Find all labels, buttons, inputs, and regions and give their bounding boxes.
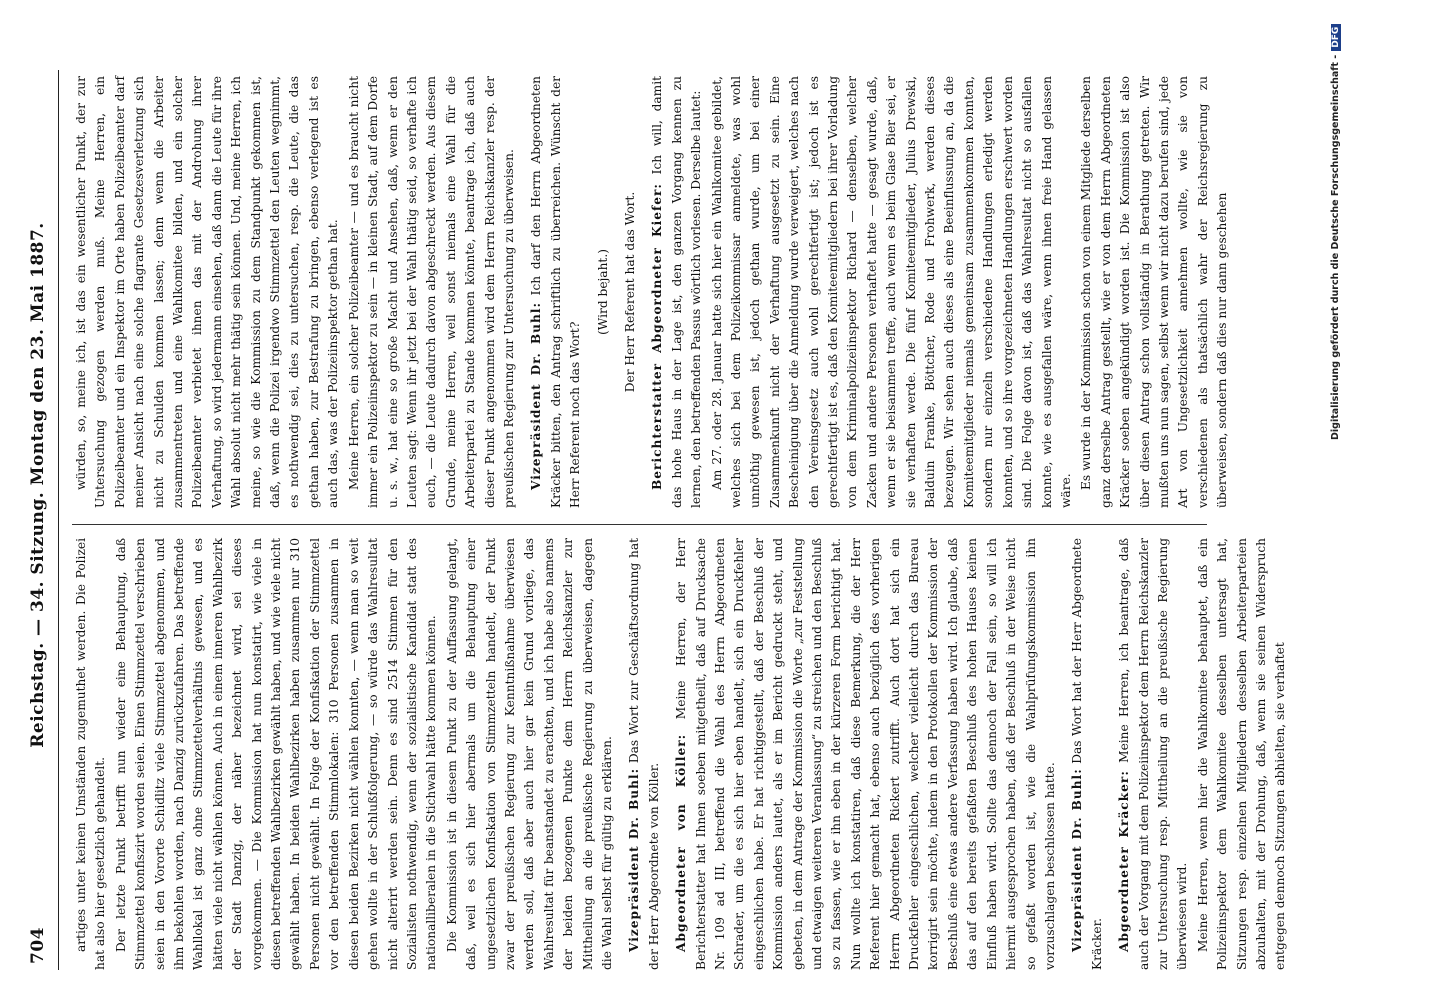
paragraph: Meine Herren, ein solcher Polizeibeamter — und es braucht nicht immer ein Polizeiinspektor zu sein — in kleinen Stadt, auf dem Dorfe u. s. w., hat eine so große Macht und Ansehen, daß, wenn er den Leuten sagt: Wenn ihr jetzt bei der Wahl thätig seid, so verhafte ich euch, — die Leute dadurch davon abgeschreckt werden. Aus diesem Grunde, meine Herren, weil sonst niemals eine Wahl für die Arbeiterpartei zu Stande kommen könnte, beantrage ich, daß auch dieser Punkt angenommen wird dem Herrn Reichskanzler resp. der preußischen Regierung zur Untersuchung zu überweisen. <box>346 76 516 508</box>
page-header <box>18 70 59 970</box>
page-number: 704 <box>28 927 48 964</box>
speaker-text: Das Wort zur Geschäftsordnung hat der Herr Abgeordnete von Köller. <box>627 538 661 970</box>
paragraph: Die Kommission ist in diesem Punkt zu der Auffassung gelangt, daß, weil es sich hier abermals um die Behauptung einer ungesetzlichen Konfiskation von Stimmzetteln handelt, der Punkt zwar der preußischen Regierung zur Kenntnißnahme überwiesen werden soll, daß aber auch hier gar kein Grund vorliege, das Wahlresultat für beanstandet zu erachten, und ich habe also namens der beiden bezogenen Punkte dem Herrn Reichskanzler zur Mittheilung an die preußische Regierung zu überweisen, dagegen die Wahl selbst für gültig zu erklären. <box>444 538 614 970</box>
digitization-credit <box>1330 0 1341 440</box>
paragraph: artiges unter keinen Umständen zugemuthet werden. Die Polizei hat also hier gesetzlich gehandelt. <box>74 538 108 970</box>
column-divider <box>72 524 1207 525</box>
speaker-text: Ich darf den Herrn Abgeordneten Kräcker bitten, den Antrag schriftlich zu überreichen. Wünscht der Herr Referent noch das Wort? <box>529 75 583 508</box>
speaker-label: Abgeordneter Kräcker: <box>1117 770 1132 952</box>
speaker-entry <box>672 538 1060 970</box>
speaker-text: Ich will, damit das hohe Haus in der Lage ist, den ganzen Vorgang kennen zu lernen, den betreffenden Passus wörtlich vorlesen. Derselbe lautet: <box>650 75 704 508</box>
right-column <box>72 75 1230 508</box>
parenthetical-note: (Wird bejaht.) <box>595 249 610 335</box>
speaker-text: Das Wort hat der Herr Abgeordnete Kräcker. <box>1070 538 1104 970</box>
speaker-entry <box>648 76 706 508</box>
credit-text: Digitalisierung gefördert durch die Deutsche Forschungsgemeinschaft - <box>1330 54 1341 440</box>
speaker-entry <box>1115 538 1193 970</box>
speaker-label: Abgeordneter von Köller: <box>674 733 689 952</box>
paragraph: würden, so, meine ich, ist das ein wesentlicher Punkt, der zur Untersuchung gezogen werden muß. Meine Herren, ein Polizeibeamter und ein Inspektor im Orte haben Polizeibeamter darf meiner Ansicht nach eine solche flagrante Gesetzesverletzung sich nicht zu Schulden kommen lassen; denn wenn die Arbeiter zusammentreten und eine Wahlkomitee bilden, und ein solcher Polizeibeamter verbietet ihnen das mit der Androhung ihrer Verhaftung, so wird jedermann einsehen, daß dann die Leute für ihre Wahl absolut nicht mehr thätig sein können. Und, meine Herren, ich meine, so wie die Kommission zu dem Standpunkt gekommen ist, daß, wenn die Polizei irgendwo Stimmzettel den Leuten wegnimmt, es nothwendig sei, dies zu untersuchen, resp. die Leute, die das gethan haben, zur Bestrafung zu bringen, ebenso verlegend ist es auch das, was der Polizeiinspektor gethan hat. <box>74 76 341 508</box>
speaker-entry <box>1068 538 1107 970</box>
speaker-text: Meine Herren, der Herr Berichterstatter hat Ihnen soeben mitgetheilt, daß auf Drucksache Nr. 109 ad III, betreffend die Wahl des Herrn Abgeordneten Schrader, um die es sich hier eben handelt, sich ein Druckfehler eingeschlichen habe. Er hat richtiggestellt, daß der Beschluß der Kommission anders lautet, als er im Bericht gedruckt steht, und gebeten, in dem Antrage der Kommission die Worte „zur Feststellung und etwaigen weiteren Veranlassung“ zu streichen und den Beschluß so zu fassen, wie er ihn eben in der kürzeren Form berichtigt hat. Nun wollte ich konstatiren, daß diese Bemerkung, die der Herr Referent hier gemacht hat, ebenso auch bezüglich des vorherigen Herrn Abgeordneten Rickert zutrifft. Auch dort hat sich ein Druckfehler eingeschlichen, welcher vielleicht durch das Bureau korrigirt sein möchte, indem in den Protokollen der Kommission der Beschluß eine etwas andere Verfassung haben wird. Ich glaube, daß das auf den bereits gefaßten Beschluß des hohen Hauses keinen Einfluß haben wird. Sollte das dennoch der Fall sein, so will ich hiermit ausgesprochen haben, daß der Beschluß in der Weise nicht so gefaßt worden ist, wie die Wahlprüfungskommission ihn vorzuschlagen beschlossen hatte. <box>674 538 1057 970</box>
announcement: Der Herr Referent hat das Wort. <box>622 191 637 393</box>
running-title: Reichstag. — 34. Sitzung. Montag den 23. Mai 1887. <box>28 222 48 748</box>
speaker-label: Vizepräsident Dr. Buhl: <box>1070 768 1085 952</box>
paragraph: Der letzte Punkt betrifft nun wieder eine Behauptung, daß Stimmzettel konfiszirt worden seien. Einen Stimmzettel verschrieben seien in den Vororte Schidlitz viele Stimmzettel abgenommen, und ihm bekohlen worden, nach Danzig zurückzufahren. Das betreffende Wahllokal ist ganz ohne Stimmzettelverhältnis gewesen, und es hätten viele nicht wählen können. Auch in einem inneren Wahlbezirk der Stadt Danzig, der näher bezeichnet wird, sei dieses vorgekommen. — Die Kommission hat nun konstatirt, wie viele in diesen betreffenden Wahlbezirken gewählt haben, und wie viele nicht gewählt haben. In beiden Wahlbezirken haben zusammen nur 310 Personen nicht gewählt. In Folge der Konfiskation der Stimmzettel vor den betreffenden Stimmlokalen: 310 Personen zusammen in diesen beiden Bezirken nicht wählen konnten, — wenn man so weit gehen wollte in der Schlußfolgerung, — so würde das Wahlresultat nicht alterirt werden sein. Denn es sind 2514 Stimmen für den Sozialisten nothwendig, wenn der sozialistische Kandidat statt des nationalliberalen in die Stichwahl hätte kommen können. <box>113 538 439 970</box>
paragraph: Meine Herren, wenn hier die Wahlkomitee behauptet, daß ein Polizeiinspektor dem Wahlkomitee desselben untersagt hat, Sitzungen resp. einzelnen Mitgliedern desselben Arbeiterparteien abzuhalten, mit der Drohung, daß, wenn sie seinen Widerspruch entgegen dennoch Sitzungen abhielten, sie verhaftet <box>1195 538 1288 970</box>
speaker-entry <box>625 538 664 970</box>
speaker-label: Vizepräsident Dr. Buhl: <box>627 767 642 952</box>
speaker-label: Berichterstatter Abgeordneter Kiefer: <box>650 183 665 490</box>
dfg-logo: DFG <box>1331 24 1341 51</box>
speaker-entry <box>527 76 585 508</box>
left-column <box>72 538 1288 970</box>
speaker-label: Vizepräsident Dr. Buhl: <box>529 302 544 490</box>
quoted-passage: Am 27. oder 28. Januar hatte sich hier ein Wahlkomitee gebildet, welches sich bei dem Polizeikommissar anmeldete, was wohl unnöthig gewesen ist, jedoch gethan wurde, um bei einer Zusammenkunft nicht der Verhaftung ausgesetzt zu sein. Eine Bescheinigung über die Anmeldung wurde verweigert, welches nach den Vereinsgesetz auch wohl gerechtfertigt ist; jedoch ist es gerechtfertigt ist es, daß den Komiteemitgliedern bei ihrer Vorladung von dem Kriminalpolizeiinspektor Richard — denselben, welcher Zacken und andere Personen verhaftet hatte — gesagt wurde, daß, wenn er sie beisammen treffe, auch wenn es beim Glase Bier sei, er sie verhaften werde. Die fünf Komiteemitglieder, Julius Drewski, Balduin Franke, Böttcher, Rode und Frohwerk, werden dieses bezeugen. Wir sehen auch dieses als eine Beeinflussung an, da die Komiteemitglieder niemals gemeinsam zusammenkommen konnten, sondern nur einzeln verschiedene Handlungen erledigt werden konnten, und so ihre vorgezeichneten Handlungen erschwert worden sind. Die Folge davon ist, daß das Wahlresultat nicht so ausfallen konnte, wie es ausgefallen wäre, wenn ihnen freie Hand gelassen wäre. <box>709 76 1073 508</box>
paragraph: Es wurde in der Kommission schon von einem Mitgliede derselben ganz derselbe Antrag gestellt, wie er von dem Herrn Abgeordneten Kräcker soeben angekündigt worden ist. Die Kommission ist also über diesen Antrag schon vollständig in Berathung getreten. Wir mußten uns nun sagen, selbst wenn wir nicht dazu berufen sind, jede Art von Ungesetzlichkeit annehmen wollte, wie sie von verschiedenen als thatsächlich wahr der Reichsregierung zu überweisen, sondern daß dies nur dann geschehen <box>1079 76 1230 508</box>
speaker-text: Meine Herren, ich beantrage, daß auch der Vorgang mit dem Polizeiinspektor dem Herrn Reichskanzler zur Untersuchung resp. Mittheilung an die preußische Regierung überwiesen wird. <box>1117 538 1190 970</box>
